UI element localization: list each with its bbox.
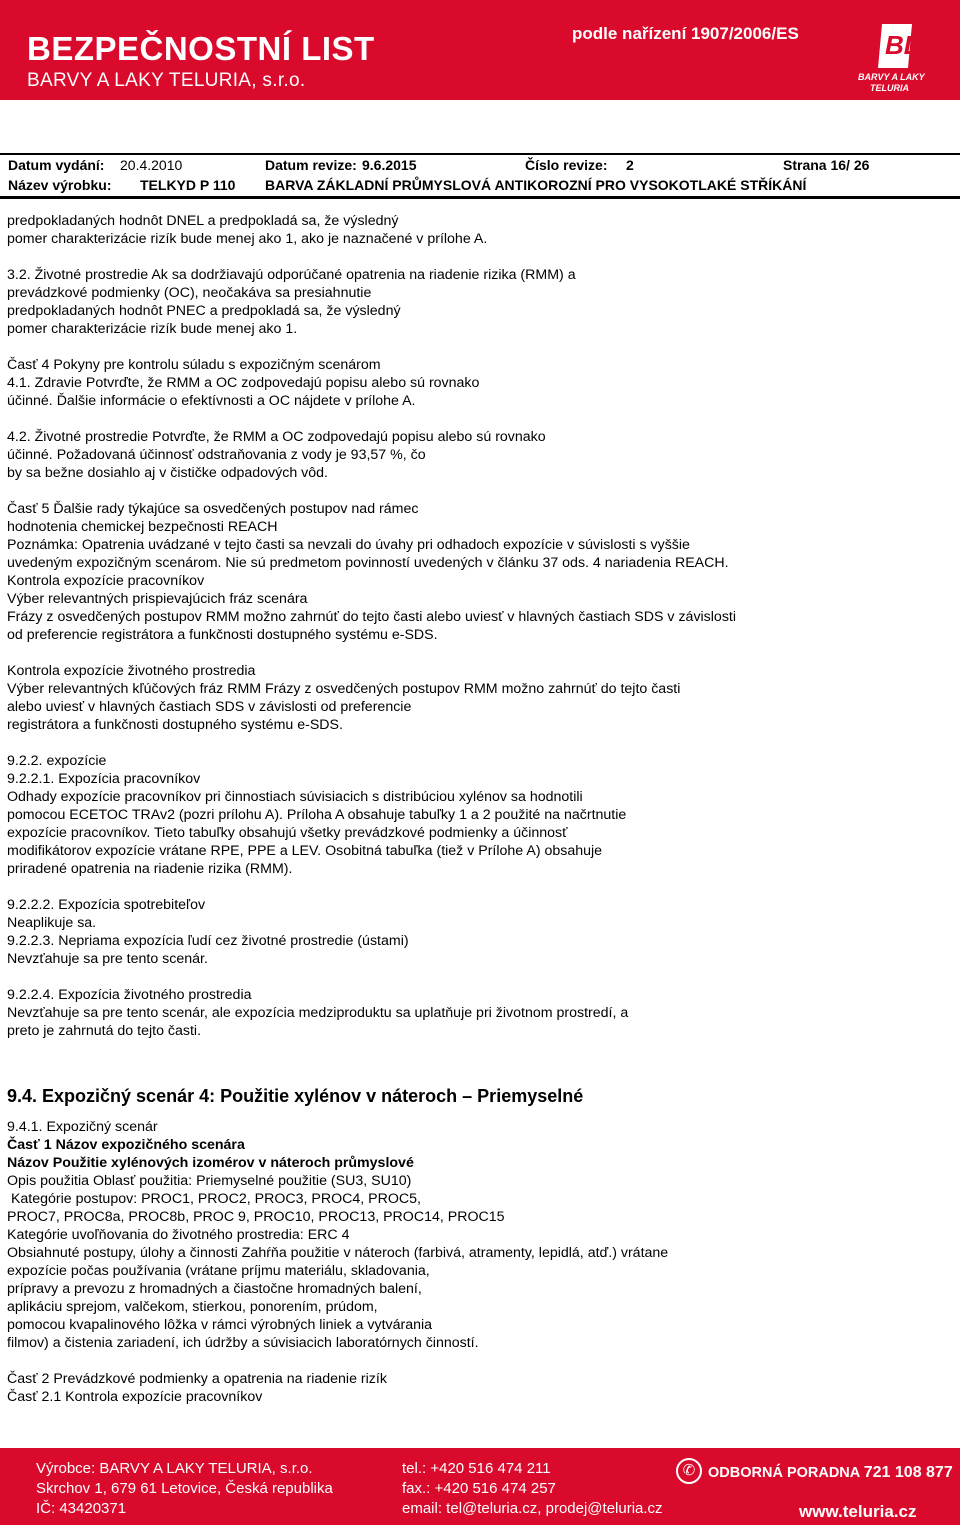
paragraph-part2: Časť 2 Prevádzkové podmienky a opatrenia na riadenie rizík Časť 2.1 Kontrola expozície pracovníkov <box>7 1371 387 1405</box>
document-body <box>7 212 947 1406</box>
revision-date-value: 9.6.2015 <box>362 157 417 173</box>
paragraph-9222: 9.2.2.2. Expozícia spotrebiteľov Neaplikuje sa. 9.2.2.3. Nepriama expozícia ľudí cez životné prostredie (ústami) Nevzťahuje sa pre tento scenár. <box>7 897 409 967</box>
product-code: TELKYD P 110 <box>140 177 236 193</box>
logo-letters: BL <box>885 30 920 60</box>
paragraph-dnel: predpokladaných hodnôt DNEL a predpokladá sa, že výsledný pomer charakterizácie rizík bude menej ako 1, ako je naznačené v prílohe A. <box>7 213 488 247</box>
product-description: BARVA ZÁKLADNÍ PRŮMYSLOVÁ ANTIKOROZNÍ PRO VYSOKOTLAKÉ STŘÍKÁNÍ <box>265 177 807 193</box>
revision-number-label: Číslo revize: <box>525 157 608 173</box>
issue-date-value: 20.4.2010 <box>120 157 183 173</box>
logo-line1: BARVY A LAKY <box>858 72 925 82</box>
advice-line: ODBORNÁ PORADNA 721 108 877 <box>708 1464 953 1481</box>
revision-date-label: Datum revize: <box>265 157 357 173</box>
revision-number-value: 2 <box>626 157 634 173</box>
phone-icon: ✆ <box>676 1458 702 1484</box>
issue-date-label: Datum vydání: <box>8 157 105 173</box>
product-label: Název výrobku: <box>8 177 112 193</box>
info-row-product <box>0 175 960 195</box>
footer-contacts: tel.: +420 516 474 211 fax.: +420 516 474 257 email: tel@teluria.cz, prodej@teluria.cz <box>402 1460 663 1517</box>
footer-email[interactable]: email: tel@teluria.cz, prodej@teluria.cz <box>402 1500 663 1517</box>
website-link[interactable]: www.teluria.cz <box>799 1502 917 1521</box>
page-number: Strana 16/ 26 <box>783 157 870 173</box>
advice-number[interactable]: 721 108 877 <box>863 1464 953 1481</box>
paragraph-922: 9.2.2. expozície 9.2.2.1. Expozícia pracovníkov Odhady expozície pracovníkov pri činnostiach súvisiacich s distribúciou xylénov sa hodnotili pomocou ECETOC TRAv2 (pozri prílohu A). Príloha A obsahuje tabuľky 1 a 2 použité na načrtnutie expozície pracovníkov. Tieto tabuľky obsahujú všetky prevádzkové podmienky a účinnosť modifikátorov expozície vrátane RPE, PPE a LEV. Osobitná tabuľka (tiež v Prílohe A) obsahuje priradené opatrenia na riadenie rizika (RMM). <box>7 753 627 877</box>
document-header <box>0 0 960 100</box>
paragraph-part4: Časť 4 Pokyny pre kontrolu súladu s expozičným scenárom 4.1. Zdravie Potvrďte, že RMM a OC zodpovedajú popisu alebo sú rovnako účinné. Ďalšie informácie o efektívnosti a OC nájdete v prílohe A. <box>7 357 480 409</box>
section-heading-94: 9.4. Expozičný scenár 4: Použitie xylénov v náteroch – Priemyselné <box>7 1086 584 1106</box>
info-bottom-rule <box>0 196 960 199</box>
logo-line2: TELURIA <box>870 83 909 93</box>
paragraph-part5: Časť 5 Ďalšie rady týkajúce sa osvedčených postupov nad rámec hodnotenia chemickej bezpečnosti REACH Poznámka: Opatrenia uvádzané v tejto časti sa nevzali do úvahy pri odhadoch expozície v súvislosti s vyššie uvedeným expozičným scenárom. Nie sú predmetom povinností uvedených v článku 37 ods. 4 nariadenia REACH. Kontrola expozície pracovníkov Výber relevantných prispievajúcich fráz scenára Frázy z osvedčených postupov RMM možno zahrnúť do tejto časti alebo uviesť v hlavných častiach SDS v závislosti od preferencie registrátora a funkčnosti dostupného systému e-SDS. <box>7 501 737 643</box>
document-title: BEZPEČNOSTNÍ LIST <box>27 30 375 67</box>
company-logo <box>852 22 944 94</box>
regulation-reference: podle nařízení 1907/2006/ES <box>572 24 799 43</box>
paragraph-env-control: Kontrola expozície životného prostredia Výber relevantných kľúčových fráz RMM Frázy z osvedčených postupov RMM možno zahrnúť do tejto časti alebo uviesť v hlavných častiach SDS v závislosti od preferencie registrátora a funkčnosti dostupného systému e-SDS. <box>7 663 681 733</box>
paragraph-941: 9.4.1. Expozičný scenár Časť 1 Názov expozičného scenára Názov Použitie xylénových izomérov v náteroch průmyslové Opis použitia Oblasť použitia: Priemyselné použitie (SU3, SU10) Kategórie postupov: PROC1, PROC2, PROC3, PROC4, PROC5, PROC7, PROC8a, PROC8b, PROC 9, PROC10, PROC13, PROC14, PROC15 Kategórie uvoľňovania do životného prostredia: ERC 4 Obsiahnuté postupy, úlohy a činnosti Zahŕňa použitie v náteroch (farbivá, atramenty, lepidlá, atď.) vrátane expozície počas používania (vrátane príjmu materiálu, skladovania, prípravy a prevozu z hromadných a čiastočne hromadných balení, aplikáciu sprejom, valčekom, stierkou, ponorením, prúdom, pomocou kvapalinového lôžka v rámci výrobných liniek a vytvárania filmov) a čistenia zariadení, ich údržby a súvisiacich laboratórnych činností. <box>7 1119 669 1351</box>
footer-manufacturer: Výrobce: BARVY A LAKY TELURIA, s.r.o. Skrchov 1, 679 61 Letovice, Česká republika IČ: 43420371 <box>36 1460 333 1517</box>
paragraph-9224: 9.2.2.4. Expozícia životného prostredia Nevzťahuje sa pre tento scenár, ale expozícia medziproduktu sa uplatňuje pri životnom prostredí, a preto je zahrnutá do tejto časti. <box>7 987 629 1039</box>
info-row-dates <box>0 155 960 175</box>
paragraph-environment-42: 4.2. Životné prostredie Potvrďte, že RMM a OC zodpovedajú popisu alebo sú rovnako účinné. Požadovaná účinnosť odstraňovania z vody je 93,57 %, čo by sa bežne dosiahlo aj v čističke odpadových vôd. <box>7 429 546 481</box>
company-name: BARVY A LAKY TELURIA, s.r.o. <box>27 70 306 91</box>
paragraph-environment-32: 3.2. Životné prostredie Ak sa dodržiavajú odporúčané opatrenia na riadenie rizika (RMM) a prevádzkové podmienky (OC), neočakáva sa presiahnutie predpokladaných hodnôt PNEC a predpokladá sa, že výsledný pomer charakterizácie rizík bude menej ako 1. <box>7 267 576 337</box>
document-footer <box>0 1448 960 1525</box>
